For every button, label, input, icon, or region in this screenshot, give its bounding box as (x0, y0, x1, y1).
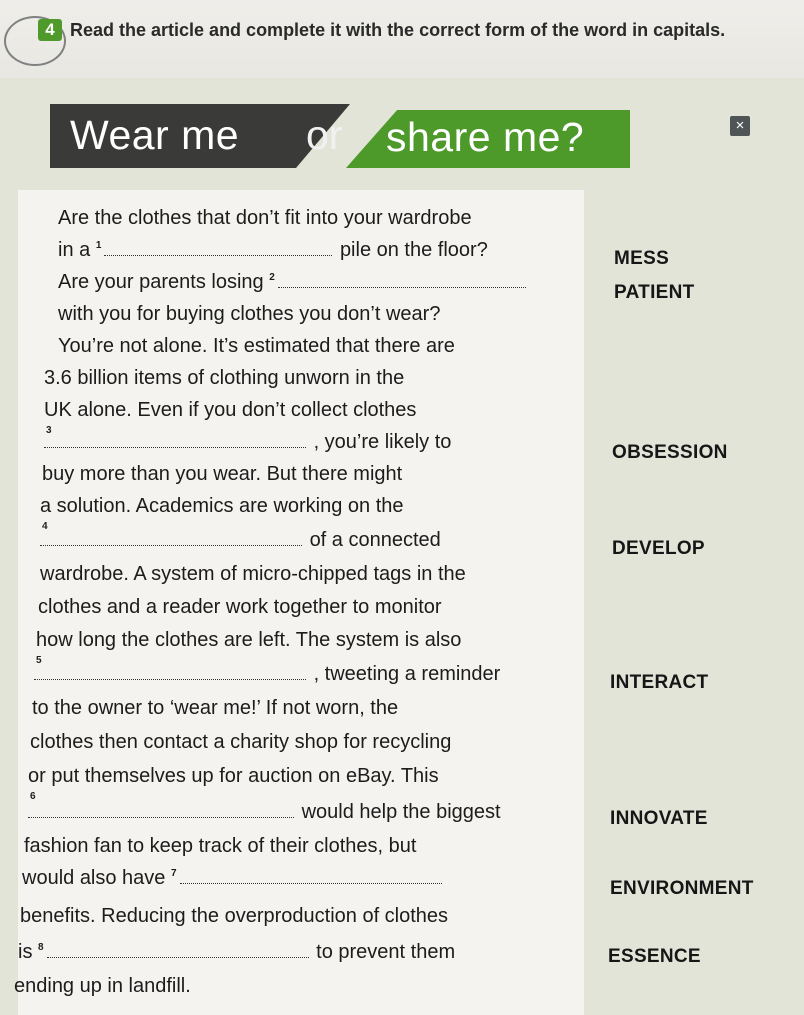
article-line-23 (18, 940, 455, 968)
close-icon[interactable]: × (730, 116, 750, 136)
banner-word-or: or (306, 112, 343, 158)
exercise-number: 4 (38, 19, 62, 41)
article-line-23-start: is (18, 941, 33, 963)
gap-number-2: 2 (269, 272, 275, 283)
banner-word-wear-me: Wear me (70, 112, 240, 158)
keyword-8: ESSENCE (608, 946, 701, 967)
article-line-3-start: Are your parents losing (58, 271, 264, 293)
article-line-10: a solution. Academics are working on the (40, 495, 404, 517)
article-line-3 (58, 270, 528, 298)
article-line-2-start: in a (58, 239, 91, 261)
gap-number-6: 6 (30, 791, 36, 802)
article-line-5: You’re not alone. It’s estimated that there are (58, 335, 455, 357)
gap-7-blank[interactable] (180, 868, 442, 884)
article-line-21 (22, 866, 444, 894)
keyword-7: ENVIRONMENT (610, 878, 754, 899)
article-line-2-end: pile on the floor? (339, 239, 488, 261)
keyword-6: INNOVATE (610, 808, 708, 829)
article-line-16: to the owner to ‘wear me!’ If not worn, the (32, 697, 399, 719)
instruction-text: Read the article and complete it with the correct form of the word in capitals. (70, 20, 726, 40)
banner-word-share-me: share me? (386, 114, 585, 160)
article-line-18: or put themselves up for auction on eBay. This (28, 765, 439, 787)
article-line-19-end: would help the biggest (301, 801, 501, 823)
gap-number-8: 8 (38, 942, 44, 953)
gap-2-blank[interactable] (278, 272, 526, 288)
gap-4-blank[interactable] (40, 530, 302, 546)
gap-3-blank[interactable] (44, 432, 306, 448)
article-line-4: with you for buying clothes you don’t wear? (58, 303, 441, 325)
article-line-2 (58, 238, 488, 266)
keyword-1: MESS (614, 248, 670, 269)
keyword-3: OBSESSION (612, 442, 728, 463)
gap-number-7: 7 (171, 868, 177, 879)
article-line-9: buy more than you wear. But there might (42, 463, 403, 485)
gap-number-5: 5 (36, 655, 42, 666)
gap-6-blank[interactable] (28, 802, 294, 818)
gap-number-1: 1 (95, 240, 102, 251)
article-line-8-end: , you’re likely to (313, 431, 452, 453)
gap-5-blank[interactable] (34, 664, 306, 680)
article-line-8 (44, 430, 451, 454)
article-line-23-end: to prevent them (316, 941, 456, 963)
gap-1-blank[interactable] (104, 240, 332, 256)
article-line-13: clothes and a reader work together to monitor (38, 596, 442, 618)
keyword-5: INTERACT (610, 672, 709, 693)
article-line-1: Are the clothes that don’t fit into your wardrobe (58, 207, 472, 229)
article-line-15-end: , tweeting a reminder (313, 663, 501, 685)
article-line-19 (28, 800, 501, 824)
article-line-15 (34, 662, 500, 686)
article-line-11-end: of a connected (309, 529, 441, 551)
article-line-24: ending up in landfill. (14, 975, 191, 997)
article-banner (50, 104, 630, 168)
article-line-20: fashion fan to keep track of their clothes, but (24, 835, 417, 857)
article-line-14: how long the clothes are left. The system is also (36, 629, 462, 651)
gap-number-3: 3 (46, 425, 52, 436)
gap-8-blank[interactable] (47, 942, 309, 958)
article-line-17: clothes then contact a charity shop for recycling (30, 731, 452, 753)
article-line-7: UK alone. Even if you don’t collect clothes (44, 399, 417, 421)
article-line-11 (40, 528, 441, 552)
keyword-4: DEVELOP (612, 538, 705, 559)
article-line-12: wardrobe. A system of micro-chipped tags in the (40, 563, 466, 585)
article-line-6: 3.6 billion items of clothing unworn in the (44, 367, 405, 389)
keyword-2: PATIENT (614, 282, 695, 303)
article-line-22: benefits. Reducing the overproduction of clothes (20, 905, 449, 927)
gap-number-4: 4 (42, 521, 48, 532)
article-line-21-start: would also have (22, 867, 166, 889)
